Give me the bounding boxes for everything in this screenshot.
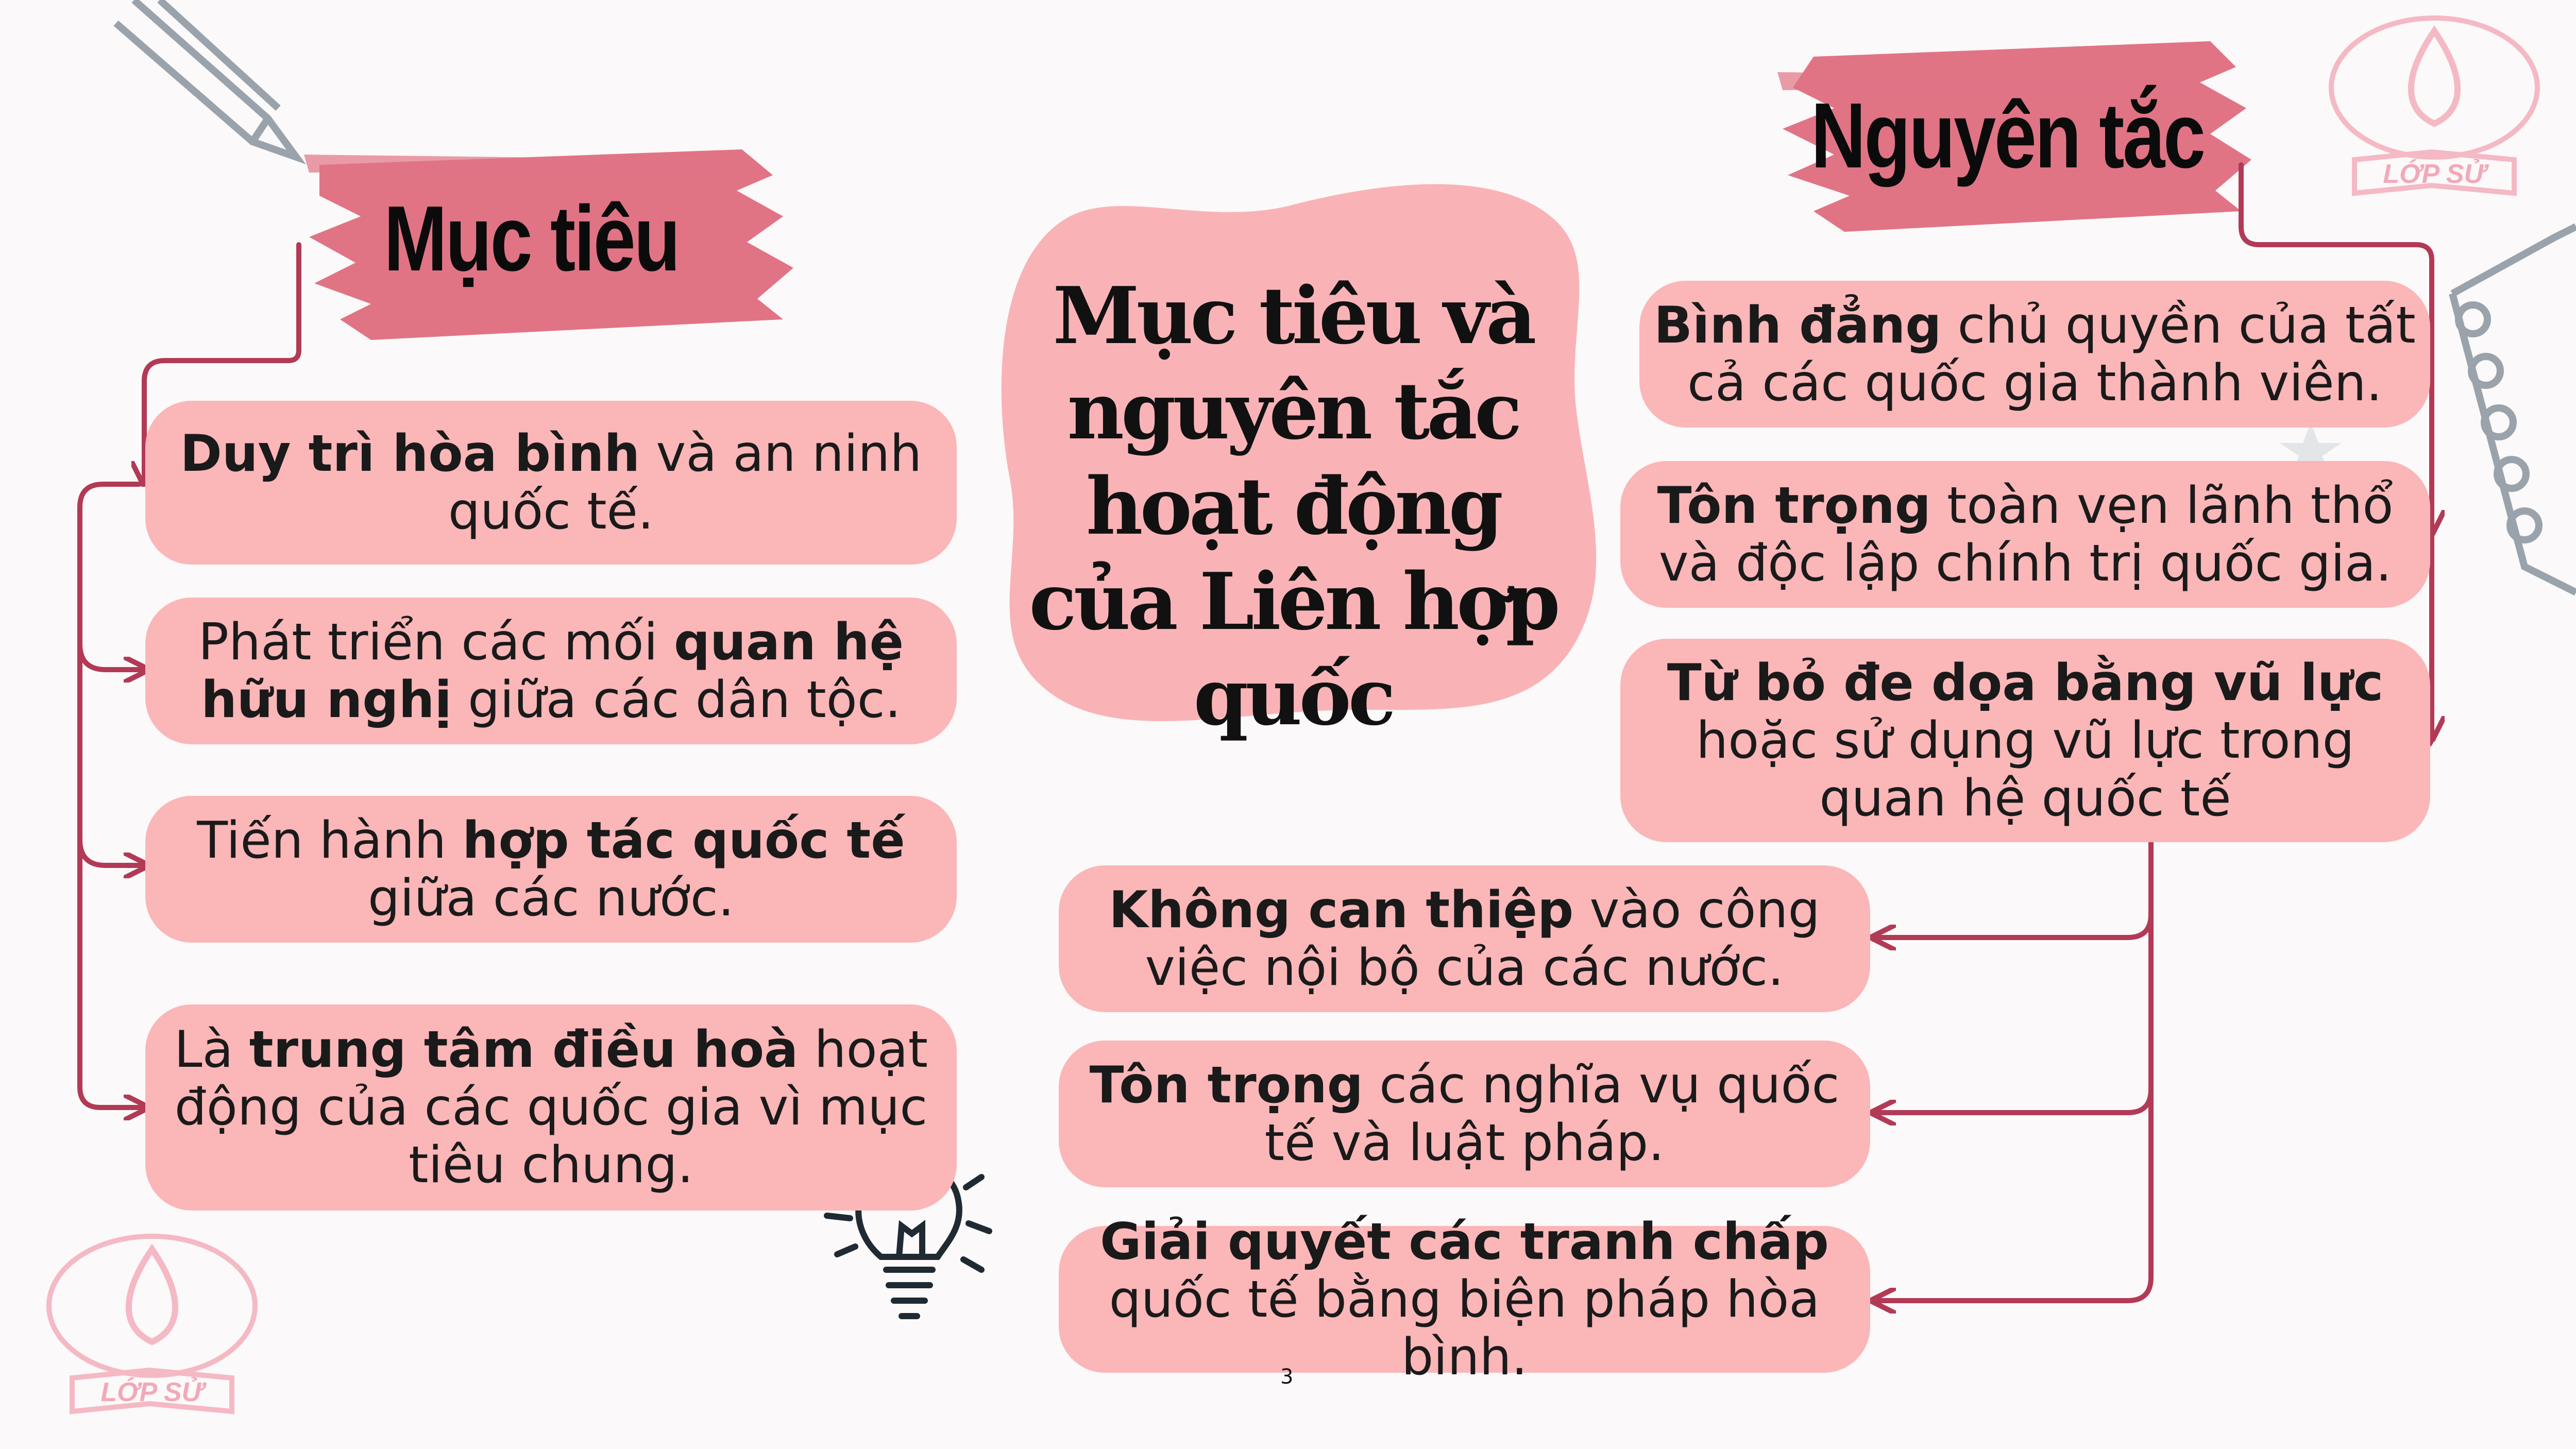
goal-text: giữa các dân tộc. xyxy=(451,670,901,729)
principle-bold: Bình đẳng xyxy=(1654,296,1942,355)
goal-bold: trung tâm điều hoà xyxy=(249,1020,799,1079)
goal-text: và an ninh quốc tế. xyxy=(448,424,922,541)
principle-text: toàn vẹn lãnh thổ và độc lập chính trị quốc gia. xyxy=(1658,476,2394,593)
notebook-icon xyxy=(2452,227,2576,592)
goal-bold: hợp tác quốc tế xyxy=(462,811,905,870)
principle-bold: Tôn trọng xyxy=(1657,476,1931,535)
page-number: 3 xyxy=(1280,1365,1294,1389)
lop-su-logo-top xyxy=(2324,10,2545,201)
principle-text: hoặc sử dụng vũ lực trong quan hệ quốc tế xyxy=(1696,711,2354,828)
principle-box xyxy=(1059,1212,1870,1387)
goal-box xyxy=(145,796,957,943)
goal-text: Là xyxy=(174,1020,249,1079)
principle-box xyxy=(1639,281,2430,428)
goal-text: giữa các nước. xyxy=(368,868,734,928)
goal-text: hoạt động của các quốc gia vì mục tiêu chung. xyxy=(174,1020,928,1195)
principle-bold: Giải quyết các tranh chấp xyxy=(1100,1212,1829,1271)
principle-bold: Từ bỏ đe dọa bằng vũ lực xyxy=(1667,653,2384,712)
goal-box xyxy=(145,401,957,565)
pencil-icon xyxy=(116,0,296,157)
principle-box xyxy=(1059,1041,1870,1187)
goal-text: Phát triển các mối xyxy=(198,612,674,672)
logo-text: LỚP SỬ xyxy=(100,1377,204,1407)
goals-heading: Mục tiêu xyxy=(384,187,679,291)
principle-text: chủ quyền của tất cả các quốc gia thành viên. xyxy=(1687,296,2416,413)
principle-bold: Không can thiệp xyxy=(1109,880,1574,940)
principle-box xyxy=(1620,639,2430,842)
principles-heading: Nguyên tắc xyxy=(1811,84,2204,187)
goal-bold: quan hệ hữu nghị xyxy=(201,612,904,729)
lop-su-logo-bottom xyxy=(41,1229,263,1419)
center-title: Mục tiêu và nguyên tắc hoạt động của Liên hợp quốc xyxy=(1029,269,1557,743)
goal-bold: Duy trì hòa bình xyxy=(180,424,640,483)
principle-bold: Tôn trọng xyxy=(1089,1055,1363,1115)
goal-text: Tiến hành xyxy=(197,811,463,870)
principle-box xyxy=(1059,865,1870,1012)
principle-text: các nghĩa vụ quốc tế và luật pháp. xyxy=(1264,1055,1840,1172)
principle-text: quốc tế bằng biện pháp hòa bình. xyxy=(1109,1270,1820,1387)
goal-box xyxy=(145,1004,957,1211)
goal-box xyxy=(145,598,957,744)
principle-text: vào công việc nội bộ của các nước. xyxy=(1145,880,1820,997)
principle-box xyxy=(1620,461,2430,608)
logo-text: LỚP SỬ xyxy=(2383,159,2486,189)
